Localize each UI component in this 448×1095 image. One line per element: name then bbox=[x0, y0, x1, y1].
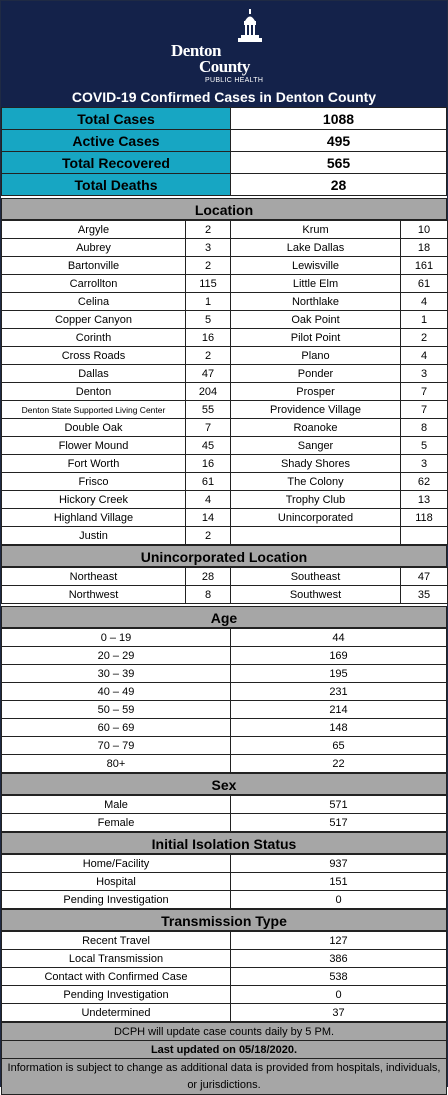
logo-text-denton: Denton bbox=[171, 41, 221, 60]
row-label: 60 – 69 bbox=[2, 719, 231, 737]
case-count: 61 bbox=[401, 275, 448, 293]
case-count: 161 bbox=[401, 257, 448, 275]
location-name: The Colony bbox=[231, 473, 401, 491]
case-count: 8 bbox=[401, 419, 448, 437]
case-count: 7 bbox=[401, 383, 448, 401]
transmission-table bbox=[1, 931, 447, 1022]
location-name: Krum bbox=[231, 221, 401, 239]
table-row bbox=[2, 891, 447, 909]
location-name: Northeast bbox=[2, 568, 186, 586]
row-label: 70 – 79 bbox=[2, 737, 231, 755]
summary-value: 28 bbox=[231, 174, 447, 196]
table-row bbox=[2, 130, 447, 152]
summary-value: 495 bbox=[231, 130, 447, 152]
location-name: Denton bbox=[2, 383, 186, 401]
case-count: 4 bbox=[401, 293, 448, 311]
logo-text-public-health: PUBLIC HEALTH bbox=[205, 77, 264, 84]
table-row bbox=[2, 174, 447, 196]
location-name: Justin bbox=[2, 527, 186, 545]
row-value: 386 bbox=[231, 950, 447, 968]
location-name: Aubrey bbox=[2, 239, 186, 257]
location-name: Little Elm bbox=[231, 275, 401, 293]
row-label: Contact with Confirmed Case bbox=[2, 968, 231, 986]
row-value: 22 bbox=[231, 755, 447, 773]
location-name: Prosper bbox=[231, 383, 401, 401]
case-count: 3 bbox=[401, 455, 448, 473]
row-value: 65 bbox=[231, 737, 447, 755]
location-name: Trophy Club bbox=[231, 491, 401, 509]
section-header-isolation: Initial Isolation Status bbox=[1, 832, 447, 854]
row-value: 148 bbox=[231, 719, 447, 737]
table-row bbox=[2, 152, 447, 174]
table-row bbox=[2, 311, 448, 329]
row-value: 37 bbox=[231, 1004, 447, 1022]
row-value: 0 bbox=[231, 891, 447, 909]
row-label: Hospital bbox=[2, 873, 231, 891]
row-value: 214 bbox=[231, 701, 447, 719]
table-row bbox=[2, 701, 447, 719]
location-name: Frisco bbox=[2, 473, 186, 491]
table-row bbox=[2, 491, 448, 509]
table-row bbox=[2, 873, 447, 891]
summary-value: 565 bbox=[231, 152, 447, 174]
table-row bbox=[2, 1023, 447, 1041]
location-name: Celina bbox=[2, 293, 186, 311]
table-row bbox=[2, 383, 448, 401]
table-row bbox=[2, 329, 448, 347]
table-row bbox=[2, 509, 448, 527]
case-count bbox=[401, 527, 448, 545]
table-row bbox=[2, 257, 448, 275]
section-header-transmission: Transmission Type bbox=[1, 909, 447, 931]
case-count: 8 bbox=[186, 586, 231, 604]
case-count: 1 bbox=[186, 293, 231, 311]
summary-label: Total Recovered bbox=[2, 152, 231, 174]
row-value: 169 bbox=[231, 647, 447, 665]
location-name: Cross Roads bbox=[2, 347, 186, 365]
row-label: 20 – 29 bbox=[2, 647, 231, 665]
row-value: 151 bbox=[231, 873, 447, 891]
denton-county-logo bbox=[169, 9, 279, 83]
case-count: 4 bbox=[186, 491, 231, 509]
location-name: Unincorporated bbox=[231, 509, 401, 527]
summary-label: Active Cases bbox=[2, 130, 231, 152]
update-note: DCPH will update case counts daily by 5 PM. bbox=[2, 1023, 447, 1041]
table-row bbox=[2, 108, 447, 130]
case-count: 16 bbox=[186, 329, 231, 347]
table-row bbox=[2, 647, 447, 665]
location-name: Plano bbox=[231, 347, 401, 365]
table-row bbox=[2, 665, 447, 683]
table-row bbox=[2, 1059, 447, 1095]
table-row bbox=[2, 814, 447, 832]
row-value: 937 bbox=[231, 855, 447, 873]
table-row bbox=[2, 796, 447, 814]
table-row bbox=[2, 719, 447, 737]
case-count: 7 bbox=[401, 401, 448, 419]
location-name: Copper Canyon bbox=[2, 311, 186, 329]
table-row bbox=[2, 527, 448, 545]
table-row bbox=[2, 365, 448, 383]
table-row bbox=[2, 293, 448, 311]
table-row bbox=[2, 1041, 447, 1059]
table-row bbox=[2, 1004, 447, 1022]
case-count: 10 bbox=[401, 221, 448, 239]
location-name: Flower Mound bbox=[2, 437, 186, 455]
location-name: Carrollton bbox=[2, 275, 186, 293]
case-count: 2 bbox=[186, 347, 231, 365]
row-value: 538 bbox=[231, 968, 447, 986]
row-value: 195 bbox=[231, 665, 447, 683]
case-count: 1 bbox=[401, 311, 448, 329]
row-value: 571 bbox=[231, 796, 447, 814]
location-name: Pilot Point bbox=[231, 329, 401, 347]
sex-table bbox=[1, 795, 447, 832]
location-name: Oak Point bbox=[231, 311, 401, 329]
location-table bbox=[1, 220, 448, 545]
row-label: Pending Investigation bbox=[2, 891, 231, 909]
case-count: 61 bbox=[186, 473, 231, 491]
row-label: 80+ bbox=[2, 755, 231, 773]
table-row bbox=[2, 755, 447, 773]
case-count: 4 bbox=[401, 347, 448, 365]
location-name: Roanoke bbox=[231, 419, 401, 437]
table-row bbox=[2, 968, 447, 986]
case-count: 2 bbox=[186, 527, 231, 545]
table-row bbox=[2, 347, 448, 365]
location-name: Highland Village bbox=[2, 509, 186, 527]
case-count: 16 bbox=[186, 455, 231, 473]
row-label: Recent Travel bbox=[2, 932, 231, 950]
case-count: 115 bbox=[186, 275, 231, 293]
table-row bbox=[2, 221, 448, 239]
case-count: 2 bbox=[186, 257, 231, 275]
case-count: 3 bbox=[401, 365, 448, 383]
row-value: 0 bbox=[231, 986, 447, 1004]
row-label: Male bbox=[2, 796, 231, 814]
age-table bbox=[1, 628, 447, 773]
table-row bbox=[2, 239, 448, 257]
table-row bbox=[2, 437, 448, 455]
summary-label: Total Cases bbox=[2, 108, 231, 130]
row-label: Home/Facility bbox=[2, 855, 231, 873]
row-label: Local Transmission bbox=[2, 950, 231, 968]
row-label: 30 – 39 bbox=[2, 665, 231, 683]
location-name: Denton State Supported Living Center bbox=[2, 401, 186, 419]
case-count: 28 bbox=[186, 568, 231, 586]
section-header-age: Age bbox=[1, 606, 447, 628]
table-row bbox=[2, 950, 447, 968]
row-value: 44 bbox=[231, 629, 447, 647]
case-count: 45 bbox=[186, 437, 231, 455]
header-banner bbox=[1, 1, 447, 107]
table-row bbox=[2, 473, 448, 491]
row-label: Undetermined bbox=[2, 1004, 231, 1022]
footer-table bbox=[1, 1022, 447, 1095]
row-value: 127 bbox=[231, 932, 447, 950]
case-count: 47 bbox=[186, 365, 231, 383]
location-name: Dallas bbox=[2, 365, 186, 383]
table-row bbox=[2, 855, 447, 873]
section-header-sex: Sex bbox=[1, 773, 447, 795]
summary-value: 1088 bbox=[231, 108, 447, 130]
case-count: 3 bbox=[186, 239, 231, 257]
section-header-unincorporated: Unincorporated Location bbox=[1, 545, 447, 567]
case-count: 204 bbox=[186, 383, 231, 401]
location-name: Lewisville bbox=[231, 257, 401, 275]
disclaimer: Information is subject to change as additional data is provided from hospitals, individuals, or jurisdictions. bbox=[2, 1059, 447, 1095]
case-count: 13 bbox=[401, 491, 448, 509]
table-row bbox=[2, 455, 448, 473]
case-count: 55 bbox=[186, 401, 231, 419]
case-count: 18 bbox=[401, 239, 448, 257]
logo-text-county: County bbox=[199, 57, 250, 76]
table-row bbox=[2, 401, 448, 419]
location-name: Lake Dallas bbox=[231, 239, 401, 257]
section-header-location: Location bbox=[1, 198, 447, 220]
table-row bbox=[2, 275, 448, 293]
row-label: 0 – 19 bbox=[2, 629, 231, 647]
table-row bbox=[2, 629, 447, 647]
location-name: Northwest bbox=[2, 586, 186, 604]
page-title: COVID-19 Confirmed Cases in Denton County bbox=[71, 89, 377, 105]
table-row bbox=[2, 986, 447, 1004]
case-count: 5 bbox=[186, 311, 231, 329]
location-name: Shady Shores bbox=[231, 455, 401, 473]
location-name: Southwest bbox=[231, 586, 401, 604]
location-name: Sanger bbox=[231, 437, 401, 455]
location-name: Southeast bbox=[231, 568, 401, 586]
location-name: Fort Worth bbox=[2, 455, 186, 473]
location-name: Double Oak bbox=[2, 419, 186, 437]
case-count: 118 bbox=[401, 509, 448, 527]
location-name: Corinth bbox=[2, 329, 186, 347]
summary-table bbox=[1, 107, 447, 196]
case-count: 35 bbox=[401, 586, 448, 604]
row-label: 40 – 49 bbox=[2, 683, 231, 701]
location-name: Providence Village bbox=[231, 401, 401, 419]
isolation-table bbox=[1, 854, 447, 909]
location-name: Argyle bbox=[2, 221, 186, 239]
case-count: 62 bbox=[401, 473, 448, 491]
case-count: 5 bbox=[401, 437, 448, 455]
case-count: 47 bbox=[401, 568, 448, 586]
row-label: Female bbox=[2, 814, 231, 832]
row-value: 231 bbox=[231, 683, 447, 701]
location-name bbox=[231, 527, 401, 545]
table-row bbox=[2, 419, 448, 437]
table-row bbox=[2, 568, 448, 586]
case-count: 2 bbox=[186, 221, 231, 239]
row-label: Pending Investigation bbox=[2, 986, 231, 1004]
case-count: 2 bbox=[401, 329, 448, 347]
location-name: Hickory Creek bbox=[2, 491, 186, 509]
location-name: Ponder bbox=[231, 365, 401, 383]
table-row bbox=[2, 737, 447, 755]
table-row bbox=[2, 586, 448, 604]
table-row bbox=[2, 932, 447, 950]
location-name: Northlake bbox=[231, 293, 401, 311]
case-count: 14 bbox=[186, 509, 231, 527]
unincorporated-table bbox=[1, 567, 448, 604]
row-value: 517 bbox=[231, 814, 447, 832]
row-label: 50 – 59 bbox=[2, 701, 231, 719]
case-count: 7 bbox=[186, 419, 231, 437]
summary-label: Total Deaths bbox=[2, 174, 231, 196]
location-name: Bartonville bbox=[2, 257, 186, 275]
last-updated: Last updated on 05/18/2020. bbox=[2, 1041, 447, 1059]
courthouse-icon bbox=[235, 9, 265, 45]
table-row bbox=[2, 683, 447, 701]
